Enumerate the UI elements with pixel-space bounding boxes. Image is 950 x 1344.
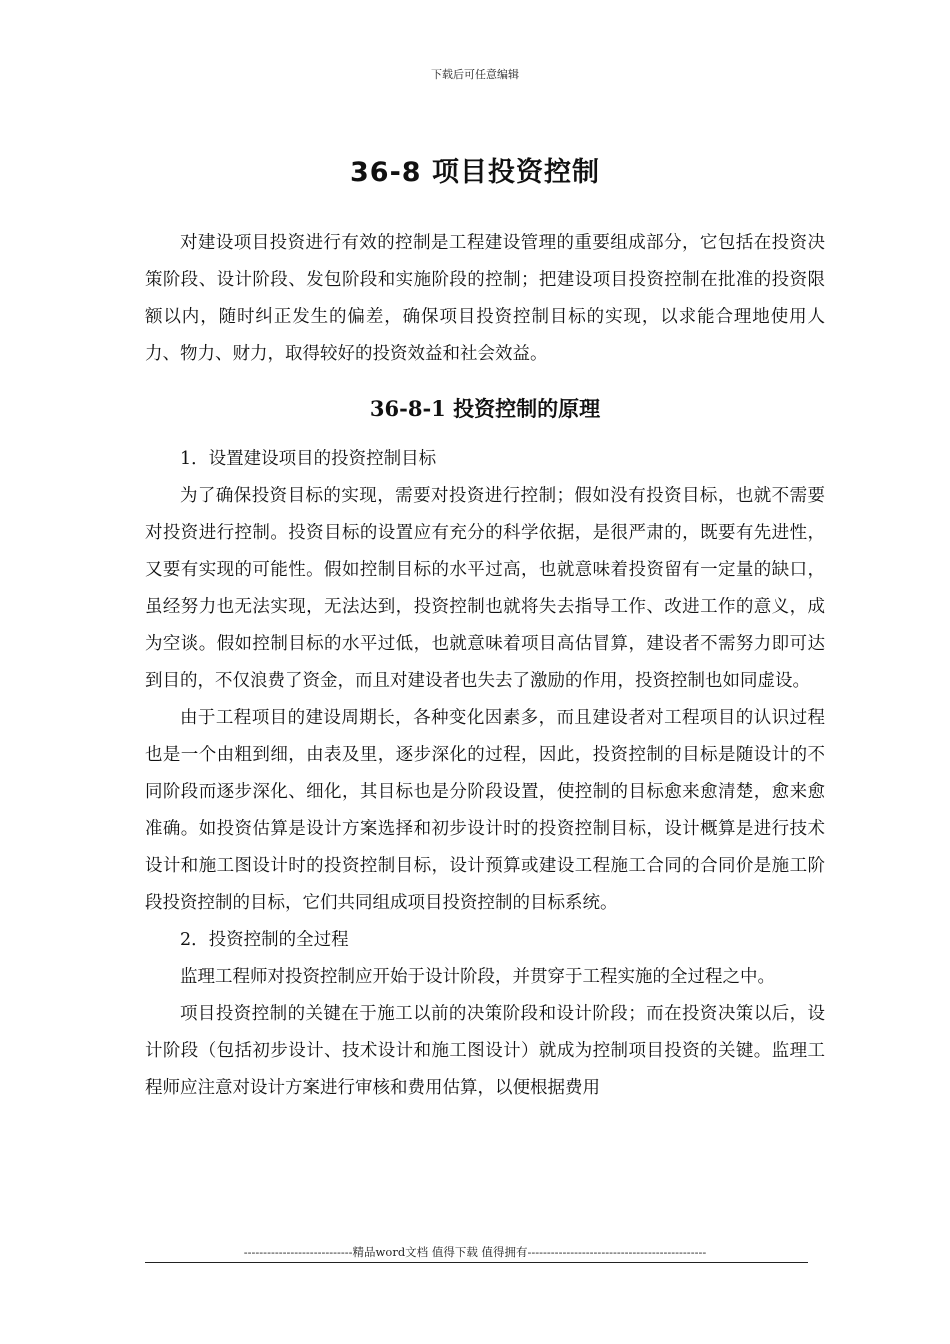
item1-paragraph-1: 为了确保投资目标的实现，需要对投资进行控制；假如没有投资目标，也就不需要对投资进行控制。投资目标的设置应有充分的科学依据，是很严肃的，既要有先进性，又要有实现的可能性。假如控制目标的水平过高，也就意味着投资留有一定量的缺口，虽经努力也无法实现，无法达到，投资控制也就将失去指导工作、改进工作的意义，成为空谈。假如控制目标的水平过低，也就意味着项目高估冒算，建设者不需努力即可达到目的，不仅浪费了资金，而且对建设者也失去了激励的作用，投资控制也如同虚设。 [145,486,825,691]
item2-paragraph-1: 监理工程师对投资控制应开始于设计阶段，并贯穿于工程实施的全过程之中。 [180,967,775,987]
header-note: 下载后可任意编辑 [431,68,519,81]
document-title: 36-8 项目投资控制 [350,157,600,188]
document-body [145,225,825,1107]
footer-text: ----------------------------精品word文档 值得下载 值得拥有---------------------------------------------- [243,1245,707,1259]
item1-heading: 1．设置建设项目的投资控制目标 [180,449,437,469]
item2-heading: 2．投资控制的全过程 [180,930,349,950]
item2-paragraph-2: 项目投资控制的关键在于施工以前的决策阶段和设计阶段；而在投资决策以后，设计阶段（包括初步设计、技术设计和施工图设计）就成为控制项目投资的关键。监理工程师应注意对设计方案进行审核和费用估算，以便根据费用 [145,1004,825,1098]
item1-paragraph-2: 由于工程项目的建设周期长，各种变化因素多，而且建设者对工程项目的认识过程也是一个由粗到细，由表及里，逐步深化的过程，因此，投资控制的目标是随设计的不同阶段而逐步深化、细化，其目标也是分阶段设置，使控制的目标愈来愈清楚，愈来愈准确。如投资估算是设计方案选择和初步设计时的投资控制目标，设计概算是进行技术设计和施工图设计时的投资控制目标，设计预算或建设工程施工合同的合同价是施工阶段投资控制的目标，它们共同组成项目投资控制的目标系统。 [145,708,825,913]
section-title: 36-8-1 投资控制的原理 [369,396,601,421]
footer-divider [145,1262,808,1263]
intro-paragraph: 对建设项目投资进行有效的控制是工程建设管理的重要组成部分，它包括在投资决策阶段、设计阶段、发包阶段和实施阶段的控制；把建设项目投资控制在批准的投资限额以内，随时纠正发生的偏差，确保项目投资控制目标的实现，以求能合理地使用人力、物力、财力，取得较好的投资效益和社会效益。 [145,233,825,364]
